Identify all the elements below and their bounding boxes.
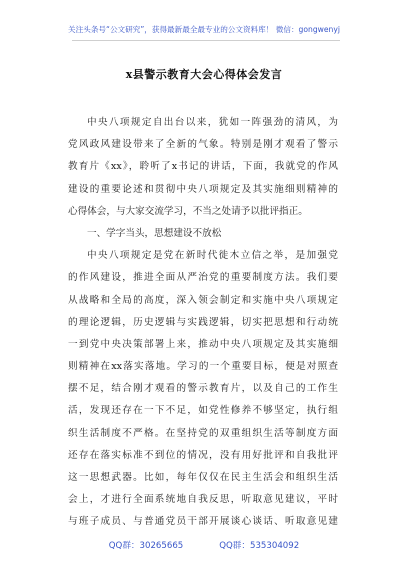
paragraph-line: 会上，才进行全面系统地自我反思，听取意见建议，平时	[68, 494, 338, 506]
document-title: x县警示教育大会心得体会发言	[125, 68, 283, 81]
paragraph-line: 党风政风建设带来了全新的气象。特别是刚才观看了警示	[68, 139, 338, 151]
footer-qq-group-1: QQ群：30265665	[108, 541, 184, 551]
document-body	[68, 112, 338, 534]
paragraph-line: 心得体会，与大家交流学习，不当之处请予以批评指正。	[68, 205, 308, 217]
paragraph-line: 一到党中央决策部署上来，推动中央八项规定及其实施细	[68, 338, 338, 350]
paragraph-line: 建设的重要论述和贯彻中央八项规定及其实施细则精神的	[68, 183, 338, 195]
header-divider	[72, 40, 340, 41]
paragraph-line: 这一思想武器。比如，每年仅仅在民主生活会和组织生活	[68, 472, 338, 483]
paragraph-line: 的作风建设，推进全面从严治党的重要制度方法。我们要	[68, 272, 338, 284]
paragraph-line: 中央八项规定是党在新时代徙木立信之举，是加强党	[87, 250, 338, 262]
paragraph-line: 的理论逻辑，历史逻辑与实践逻辑，切实把思想和行动统	[68, 316, 338, 328]
header-notice: 关注头条号“公文研究”，获得最新最全最专业的公文资料库！ 微信：gongwenyj	[68, 25, 340, 34]
paragraph-line: 从战略和全局的高度，深入领会制定和实施中央八项规定	[68, 294, 338, 306]
footer-qq-group-2: QQ群：535304092	[219, 541, 300, 551]
paragraph-line: 还存在落实标准不到位的情况，没有用好批评和自我批评	[68, 449, 338, 461]
section-heading: 一、学字当头，思想建设不放松	[87, 227, 222, 239]
paragraph-line: 摆不足，结合刚才观看的警示教育片，以及自己的工作生	[68, 383, 338, 395]
paragraph-line: 则精神在xx落实落地。学习的一个重要目标，便是对照查	[68, 361, 338, 373]
paragraph-line: 织生活制度不严格。在坚持党的双重组织生活等制度方面	[68, 427, 338, 439]
paragraph-line: 活，发现还存在一下不足，如党性修养不够坚定，执行组	[68, 405, 338, 417]
paragraph-line: 与班子成员、与普通党员干部开展谈心谈话、听取意见建	[68, 516, 338, 528]
paragraph-line: 中央八项规定自出台以来，犹如一阵强劲的清风，为	[87, 117, 338, 128]
footer-contact	[0, 539, 408, 551]
paragraph-line: 教育片《xx》，聆听了x书记的讲话，下面，我就党的作风	[68, 161, 338, 173]
